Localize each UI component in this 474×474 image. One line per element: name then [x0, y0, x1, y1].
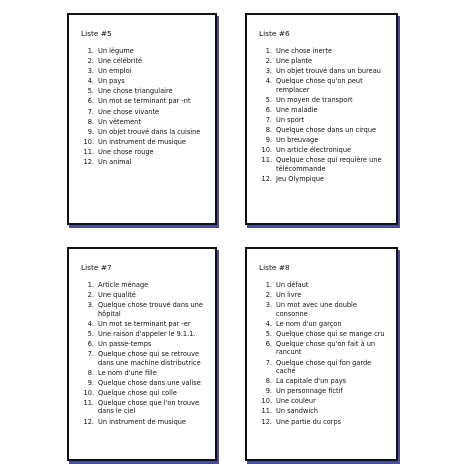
item-text: Une raison d'appeler le 9.1.1. [98, 329, 196, 338]
item-text: Une plante [276, 57, 313, 66]
list-item [259, 418, 388, 427]
item-text: Article ménage [98, 281, 149, 289]
list-item [81, 418, 207, 427]
item-number: 4. [87, 319, 94, 328]
list-item [259, 281, 388, 290]
item-number: 10. [261, 397, 272, 406]
list-item [81, 77, 207, 86]
item-number: 7. [87, 107, 94, 116]
list-item [259, 340, 388, 357]
item-text: Une chose rouge [98, 147, 154, 156]
list-item [81, 108, 207, 117]
item-text: Quelque chose dans une valise [98, 378, 201, 387]
item-number: 10. [83, 137, 94, 146]
item-text: Une chose inerte [276, 47, 333, 55]
item-text: Un objet trouvé dans la cuisine [98, 127, 201, 136]
item-text: Un mot se terminant par -nt [98, 97, 191, 106]
list-item [259, 330, 388, 339]
item-number: 5. [265, 329, 272, 338]
item-text: Quelque chose qui se retrouve dans une machine distributrice [98, 350, 201, 367]
item-text: Un moyen de transport [276, 95, 353, 104]
list-item [259, 77, 388, 94]
item-number: 10. [83, 388, 94, 397]
item-text: Un sandwich [276, 407, 318, 416]
item-number: 3. [87, 301, 94, 310]
list-item [81, 301, 207, 318]
list-item [259, 359, 388, 376]
list-item [81, 320, 207, 329]
list-item [81, 379, 207, 388]
list-item [259, 106, 388, 115]
list-item [81, 138, 207, 147]
item-text: Un emploi [98, 67, 132, 76]
item-list [81, 47, 207, 167]
list-card-5 [67, 13, 217, 225]
list-item [259, 291, 388, 300]
item-text: La capitale d'un pays [276, 377, 347, 386]
list-item [259, 377, 388, 386]
item-number: 11. [83, 147, 94, 156]
list-item [81, 118, 207, 127]
item-number: 7. [87, 350, 94, 359]
item-number: 11. [261, 407, 272, 416]
item-text: Un légume [98, 47, 134, 55]
item-text: Un mot se terminant par -er [98, 319, 191, 328]
list-item [81, 281, 207, 290]
item-text: Un article électronique [276, 146, 352, 155]
item-list [259, 281, 388, 426]
list-item [81, 57, 207, 66]
item-number: 2. [265, 291, 272, 300]
item-number: 6. [87, 339, 94, 348]
list-item [81, 87, 207, 96]
item-text: Quelque chose qu'on peut remplacer [276, 77, 363, 94]
list-item [81, 291, 207, 300]
item-number: 12. [261, 417, 272, 426]
item-list [259, 47, 388, 184]
item-text: Le nom d'un garçon [276, 319, 342, 328]
item-text: Une chose vivante [98, 107, 160, 116]
item-number: 3. [265, 67, 272, 76]
list-item [259, 126, 388, 135]
list-item [259, 57, 388, 66]
item-number: 4. [87, 77, 94, 86]
list-item [259, 175, 388, 184]
list-item [81, 330, 207, 339]
list-item [81, 148, 207, 157]
item-text: Une célébrité [98, 57, 143, 66]
list-item [81, 389, 207, 398]
item-number: 6. [265, 105, 272, 114]
item-number: 2. [87, 291, 94, 300]
list-item [259, 116, 388, 125]
item-number: 5. [87, 87, 94, 96]
item-text: Un sport [276, 116, 305, 125]
item-text: Quelque chose qui colle [98, 388, 177, 397]
item-number: 11. [83, 398, 94, 407]
item-text: Une maladie [276, 105, 318, 114]
item-number: 3. [87, 67, 94, 76]
item-text: Quelque chose que l'on trouve dans le ciel [98, 398, 199, 416]
item-number: 8. [87, 368, 94, 377]
item-number: 12. [83, 158, 94, 167]
item-number: 1. [87, 47, 94, 55]
item-text: Une couleur [276, 397, 316, 406]
item-text: Un livre [276, 291, 302, 300]
item-number: 9. [87, 127, 94, 136]
list-item [81, 399, 207, 416]
list-item [259, 47, 388, 56]
item-number: 1. [87, 281, 94, 289]
list-item [259, 146, 388, 155]
item-number: 2. [265, 57, 272, 66]
item-text: Un mot avec une double consonne [276, 301, 357, 318]
item-text: Quelque chose trouvé dans une hôpital [98, 301, 203, 318]
item-text: Une chose triangulaire [98, 87, 173, 96]
item-text: Un instrument de musique [98, 137, 186, 146]
list-item [81, 350, 207, 367]
item-number: 6. [87, 97, 94, 106]
item-number: 12. [83, 417, 94, 426]
item-number: 8. [265, 126, 272, 135]
item-text: Un passe-temps [98, 339, 152, 348]
list-item [81, 97, 207, 106]
item-number: 5. [265, 95, 272, 104]
item-number: 1. [265, 47, 272, 55]
list-item [259, 156, 388, 173]
item-text: Un objet trouvé dans un bureau [276, 67, 381, 76]
item-number: 1. [265, 281, 272, 289]
list-item [81, 369, 207, 378]
list-item [259, 96, 388, 105]
item-number: 10. [261, 146, 272, 155]
item-number: 9. [265, 387, 272, 396]
list-item [81, 67, 207, 76]
list-item [81, 47, 207, 56]
item-number: 2. [87, 57, 94, 66]
item-text: Quelque chose qui fon garde caché [276, 358, 372, 376]
item-text: Un vêtement [98, 117, 141, 126]
list-item [81, 128, 207, 137]
list-item [259, 397, 388, 406]
item-number: 4. [265, 77, 272, 86]
item-text: Jeu Olympique [276, 175, 325, 184]
item-number: 7. [265, 116, 272, 125]
list-item [81, 340, 207, 349]
item-number: 9. [265, 136, 272, 145]
list-item [259, 301, 388, 318]
item-number: 9. [87, 378, 94, 387]
card-title: Liste #7 [81, 263, 112, 272]
item-text: Quelque chose dans un cirque [276, 126, 377, 135]
list-card-8 [245, 247, 398, 461]
item-number: 11. [261, 156, 272, 165]
card-title: Liste #5 [81, 29, 112, 38]
list-card-7 [67, 247, 217, 461]
list-item [259, 320, 388, 329]
list-card-6 [245, 13, 398, 225]
item-text: Un défaut [276, 281, 309, 289]
item-number: 5. [87, 329, 94, 338]
item-text: Un personnage fictif [276, 387, 343, 396]
item-text: Quelque chose qu'on fait à un rancunt [276, 339, 376, 357]
item-number: 3. [265, 301, 272, 310]
item-number: 8. [265, 377, 272, 386]
list-item [259, 407, 388, 416]
list-item [259, 387, 388, 396]
item-text: Un animal [98, 158, 132, 167]
item-text: Un breuvage [276, 136, 319, 145]
item-text: Un instrument de musique [98, 417, 186, 426]
item-text: Quelque chose qui se mange cru [276, 329, 385, 338]
item-text: Quelque chose qui requière une télécommande [276, 156, 382, 173]
list-item [81, 158, 207, 167]
item-number: 4. [265, 319, 272, 328]
card-title: Liste #6 [259, 29, 290, 38]
item-text: Le nom d'une fille [98, 368, 157, 377]
item-number: 12. [261, 175, 272, 184]
item-number: 6. [265, 339, 272, 348]
item-text: Une partie du corps [276, 417, 342, 426]
list-item [259, 136, 388, 145]
item-number: 7. [265, 358, 272, 367]
list-item [259, 67, 388, 76]
card-title: Liste #8 [259, 263, 290, 272]
item-list [81, 281, 207, 426]
item-number: 8. [87, 117, 94, 126]
item-text: Un pays [98, 77, 125, 86]
item-text: Une qualité [98, 291, 136, 300]
